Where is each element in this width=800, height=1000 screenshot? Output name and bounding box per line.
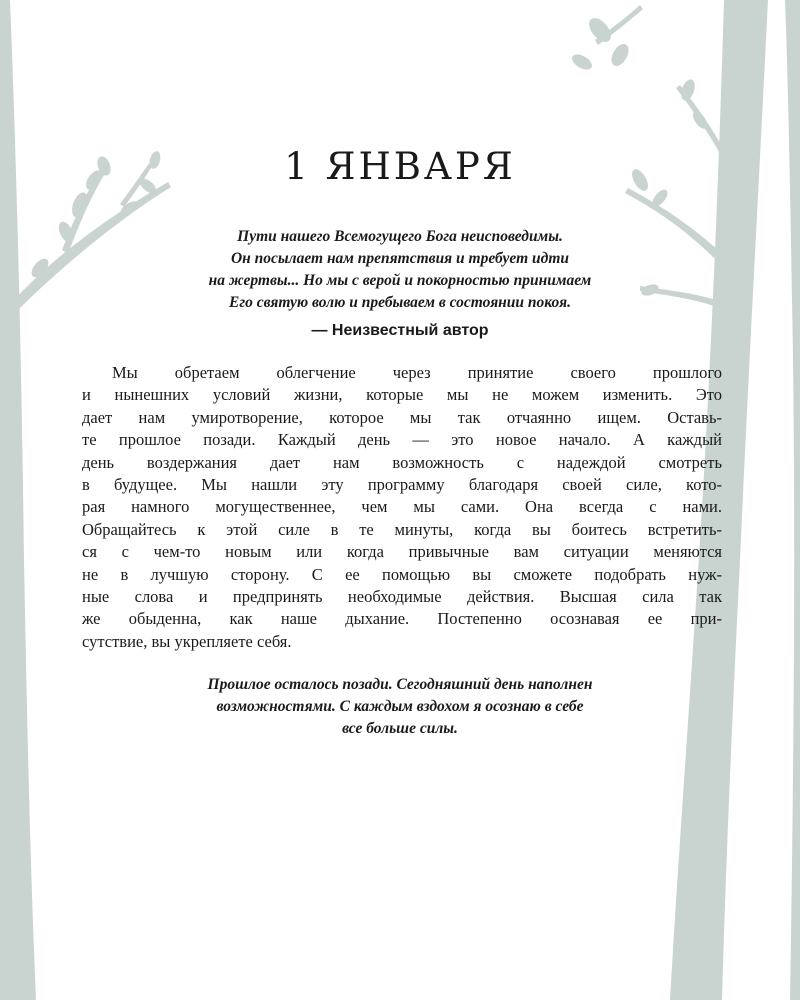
body-line: ные слова и предпринять необходимые действия. Высшая сила так — [82, 587, 722, 607]
body-line: Мы обретаем облегчение через принятие своего прошлого — [112, 363, 722, 382]
epigraph-line: Его святую волю и пребываем в состоянии покоя. — [229, 294, 571, 311]
closing-line: все больше силы. — [342, 720, 458, 737]
body-line: день воздержания дает нам возможность с надеждой смотреть — [82, 452, 722, 472]
body-line: рая намного могущественнее, чем мы сами. Она всегда с нами. — [82, 497, 722, 517]
epigraph-quote — [100, 226, 700, 314]
body-line: Обращайтесь к этой силе в те минуты, когда вы боитесь встретить- — [82, 519, 722, 539]
body-line: ся с чем-то новым или когда привычные вам ситуации меняются — [82, 542, 722, 562]
closing-affirmation — [100, 674, 700, 740]
body-line: и нынешних условий жизни, которые мы не можем изменить. Это — [82, 385, 722, 405]
body-line: не в лучшую сторону. С ее помощью вы сможете подобрать нуж- — [82, 564, 722, 584]
body-line: в будущее. Мы нашли эту программу благодаря своей силе, кото- — [82, 475, 722, 495]
epigraph-line: Он посылает нам препятствия и требует идти — [230, 250, 570, 267]
epigraph-author: — Неизвестный автор — [311, 322, 489, 339]
body-line: дает нам умиротворение, которое мы так отчаянно ищем. Оставь- — [82, 407, 722, 427]
epigraph-line: на жертвы... Но мы с верой и покорностью принимаем — [208, 272, 592, 289]
epigraph-line: Пути нашего Всемогущего Бога неисповедимы. — [237, 228, 563, 245]
body-line: же обыденна, как наше дыхание. Постепенно осознавая ее при- — [82, 609, 722, 629]
closing-line: Прошлое осталось позади. Сегодняшний день наполнен — [207, 676, 593, 693]
body-line: сутствие, вы укрепляете себя. — [82, 631, 292, 651]
closing-line: возможностями. С каждым вздохом я осознаю в себе — [216, 698, 584, 715]
body-line: те прошлое позади. Каждый день — это новое начало. А каждый — [82, 430, 722, 450]
body-paragraph — [82, 362, 722, 653]
page-title: 1 ЯНВАРЯ — [284, 145, 516, 188]
